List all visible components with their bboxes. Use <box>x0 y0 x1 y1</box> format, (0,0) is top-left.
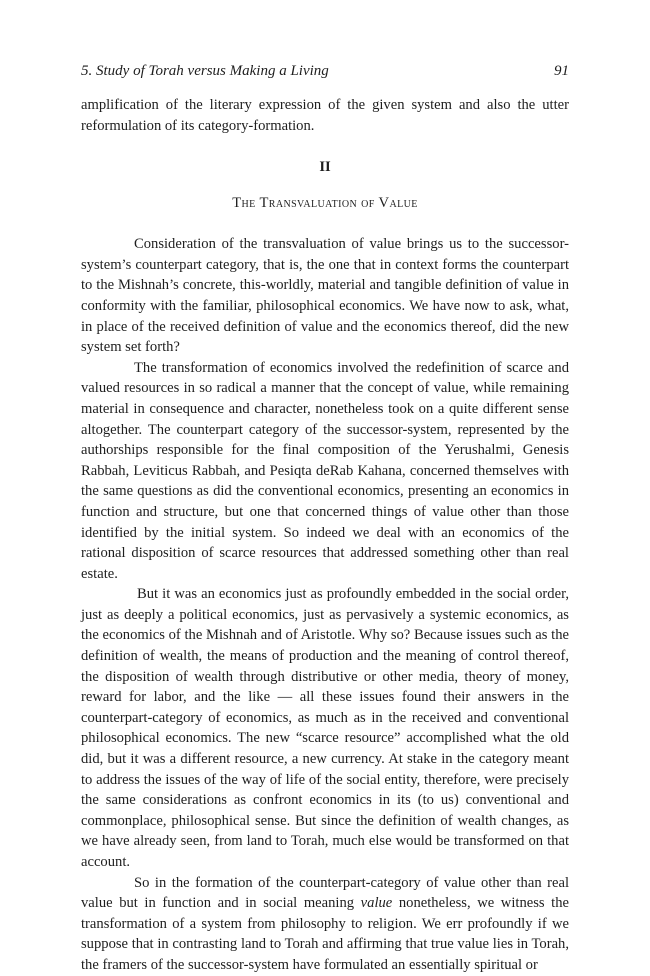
paragraph-4-start: So in the formation of the counterpart-category of value other than real value but in function and in social meaning <box>81 874 569 912</box>
emphasis-value: value <box>360 895 393 912</box>
opening-paragraph: amplification of the literary expression of the given system and also the utter reformulation of its category-formation. <box>81 97 569 134</box>
paragraph-3: But it was an economics just as profoundly embedded in the social order, just as deeply a political economics, just as pervasively a systemic economics, as the economics of the Mishnah and of Aristotle. Why so? Because issues such as the definition of wealth, the means of production and the meaning of control thereof, the disposition of wealth through distributive or other media, theory of money, reward for labor, and the like — all these issues found their answers in the counterpart-category of economics, as much as in the received and conventional philosophical economics. The new “scarce resource” accomplished what the old did, but it was a different resource, a new currency. At stake in the category meant to address the issues of the way of life of the social entity, therefore, were precisely the same considerations as confront economics in its (to us) conventional and commonplace, philosophical sense. But since the definition of wealth changes, as we have already seen, from land to Torah, much else would be transformed on that account. <box>81 586 569 870</box>
paragraph-4-end: nonetheless, we witness the transformation of a system from philosophy to religion. We err profoundly if we suppose that in contrasting land to Torah and affirming that true value lies in Torah, the framers of the successor-system have formulated an essentially spiritual or <box>81 895 569 973</box>
page-number: 91 <box>554 63 569 79</box>
paragraph-2: The transformation of economics involved the redefinition of scarce and valued resources in so radical a manner that the concept of value, while remaining material in consequence and character, nonetheless took on a quite different sense altogether. The counterpart category of the successor-system, represented by the authorships responsible for the final composition of the Yerushalmi, Genesis Rabbah, Leviticus Rabbah, and Pesiqta deRab Kahana, concerned themselves with the same questions as did the conventional economics, presenting an economics in function and structure, but one that concerned things of value other than those identified by the initial system. So indeed we deal with an economics of the rational disposition of scarce resources that addressed something other than real estate. <box>81 359 569 582</box>
section-number: II <box>319 159 331 176</box>
paragraph-1: Consideration of the transvaluation of value brings us to the successor-system’s counterpart category, that is, the one that in context forms the counterpart to the Mishnah’s concrete, this-worldly, material and tangible definition of value in conformity with the familiar, philosophical economics. We have now to ask, what, in place of the received definition of value and the economics thereof, did the new system set forth? <box>81 236 569 356</box>
paragraph-4 <box>81 873 569 976</box>
running-title: 5. Study of Torah versus Making a Living <box>81 63 329 79</box>
section-title: The Transvaluation of Value <box>232 195 418 212</box>
body-text <box>81 95 569 976</box>
